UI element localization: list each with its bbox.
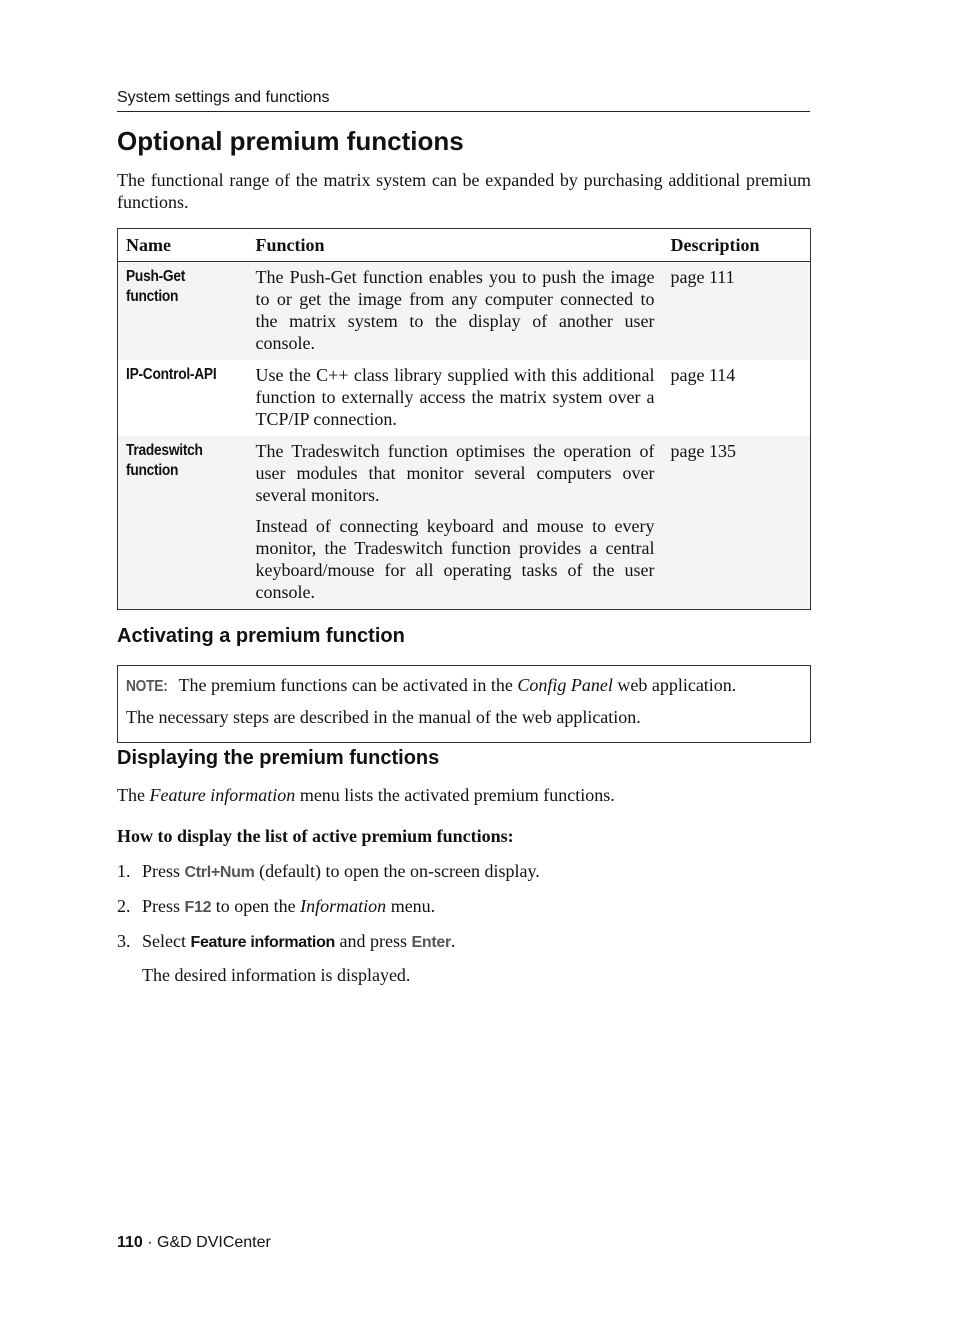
function-text: The Push-Get function enables you to push the image to or get the image from any computer connected to the matrix system to the display of another user console. xyxy=(255,267,655,353)
result-text: The desired information is displayed. xyxy=(142,965,411,985)
page-footer xyxy=(117,1234,271,1252)
page-title: Optional premium functions xyxy=(117,126,464,156)
step-text: to open the xyxy=(211,896,301,916)
list-item xyxy=(117,891,811,926)
note-text-before: The premium functions can be activated in the xyxy=(174,675,518,695)
column-header-description: Description xyxy=(663,229,811,262)
row-function-cell xyxy=(248,262,663,361)
note-config-panel: Config Panel xyxy=(517,675,613,695)
step-text: Press xyxy=(142,896,185,916)
table-row xyxy=(118,436,811,610)
menu-item-feature-information: Feature information xyxy=(190,934,336,951)
function-text: Instead of connecting keyboard and mouse to every monitor, the Tradeswitch function provides a central keyboard/mouse for all operating tasks of the user console. xyxy=(255,516,655,602)
page-number: 110 xyxy=(117,1234,143,1251)
row-function-cell xyxy=(248,436,663,610)
row-name-cell xyxy=(118,436,248,610)
running-header: System settings and functions xyxy=(117,89,810,112)
step-text: (default) to open the on-screen display. xyxy=(254,861,540,881)
list-item xyxy=(117,926,811,961)
row-name-line: function xyxy=(126,462,179,479)
step-number: 1. xyxy=(117,861,131,881)
column-header-name: Name xyxy=(118,229,248,262)
table-header-row xyxy=(118,229,811,262)
step-text: Press xyxy=(142,861,185,881)
row-name-cell xyxy=(118,262,248,361)
note-box xyxy=(117,665,811,743)
row-description-cell: page 135 xyxy=(663,436,811,610)
key-enter: Enter xyxy=(411,934,451,951)
displaying-heading: Displaying the premium functions xyxy=(117,747,440,769)
premium-functions-table xyxy=(117,228,811,610)
step-number: 3. xyxy=(117,931,131,951)
intro-paragraph: The functional range of the matrix system can be expanded by purchasing additional premium functions. xyxy=(117,170,811,212)
activating-heading: Activating a premium function xyxy=(117,625,405,647)
row-name-line: Push-Get xyxy=(126,268,186,285)
displaying-paragraph xyxy=(117,784,811,806)
list-item xyxy=(117,856,811,891)
feature-information-term: Feature information xyxy=(149,785,296,805)
column-header-function: Function xyxy=(248,229,663,262)
howto-heading: How to display the list of active premium functions: xyxy=(117,826,514,846)
step-text: and press xyxy=(335,931,412,951)
function-text: The Tradeswitch function optimises the operation of user modules that monitor several computers over several monitors. xyxy=(255,441,655,505)
row-name-line: function xyxy=(126,288,179,305)
step-number: 2. xyxy=(117,896,131,916)
step-text: . xyxy=(450,931,456,951)
row-name-line: IP-Control-API xyxy=(126,366,217,383)
step-text: menu. xyxy=(386,896,436,916)
note-line-1 xyxy=(126,670,802,702)
product-name: G&D DVICenter xyxy=(157,1234,271,1251)
note-label: NOTE: xyxy=(126,678,168,695)
steps-list xyxy=(117,856,811,961)
displaying-text-after: menu lists the activated premium functions. xyxy=(295,785,615,805)
row-name-cell xyxy=(118,360,248,436)
row-description-cell: page 114 xyxy=(670,365,736,385)
key-f12: F12 xyxy=(184,899,212,916)
row-description-cell: page 111 xyxy=(663,262,811,361)
information-term: Information xyxy=(300,896,387,916)
displaying-text-before: The xyxy=(117,785,150,805)
table-row xyxy=(118,360,811,436)
row-function-cell xyxy=(248,360,663,436)
footer-separator: · xyxy=(142,1234,158,1251)
function-text: Use the C++ class library supplied with this additional function to externally access the matrix system over a TCP/IP connection. xyxy=(255,365,655,429)
table-row xyxy=(118,262,811,361)
row-name-line: Tradeswitch xyxy=(126,442,203,459)
key-ctrl-num: Ctrl+Num xyxy=(184,864,255,881)
step-text: Select xyxy=(142,931,191,951)
note-text-after: web application. xyxy=(612,675,737,695)
note-line-2: The necessary steps are described in the manual of the web application. xyxy=(126,707,641,727)
